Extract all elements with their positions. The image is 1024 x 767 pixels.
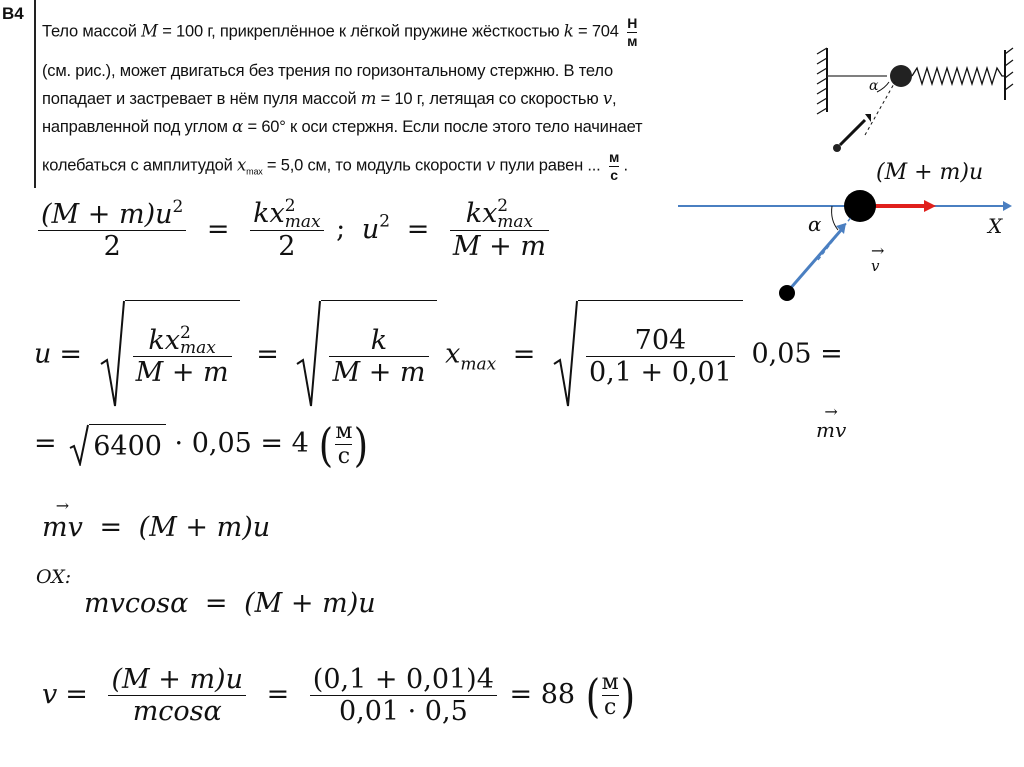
equation-final-v: v = $\frac{(M + m)u}{mcos\alpha}$ = $\frac{(0,1 + 0,01)4}{0,01 \cdot 0,5}$ = 88 ( м с ) xyxy=(42,664,635,728)
problem-line-3: попадает и застревает в нём пуля массой m = 10 г, летящая со скоростью v, xyxy=(42,89,617,108)
v-label-small: v → xyxy=(871,257,879,275)
mass-velocity-label: (M + m)u xyxy=(876,160,984,185)
unit-n-per-m: Н м xyxy=(627,15,638,49)
equation-energy: $\frac{(M + m)u^2}{2}$ = kx 2 max 2 ; $u^2$ = kx 2 max M + m xyxy=(34,198,553,262)
equation-result-u: = 6400 · 0,05 = 4 ( м с ) xyxy=(34,417,369,472)
alpha-label-small: α xyxy=(869,78,879,94)
problem-line-4: направленной под углом α = 60° к оси стержня. Если после этого тело начинает xyxy=(42,117,643,136)
equation-momentum: mv → = (M + m)u xyxy=(42,512,270,543)
equation-velocity-u: u = kx 2 max M + m = $\frac{k}{M + m}$ $x_{max}$ = $\frac{704}{0,1 + 0,01}$ 0,05 = xyxy=(34,300,843,410)
momentum-label: mv → xyxy=(816,418,846,442)
unit-m-per-s: м с xyxy=(608,149,620,183)
ox-projection-label: OX: xyxy=(36,566,72,588)
figure-collision-diagram xyxy=(668,160,1018,442)
problem-number: В4 xyxy=(2,4,24,23)
problem-divider xyxy=(34,0,36,188)
problem-line-1: Тело массой M = 100 г, прикреплённое к лёгкой пружине жёсткостью k = 704 Н м xyxy=(42,15,638,49)
equation-projection: mvcosα = (M + m)u xyxy=(84,588,376,619)
problem-line-2: (см. рис.), может двигаться без трения по горизонтальному стержню. В тело xyxy=(42,62,613,80)
problem-line-5: колебаться с амплитудой $x_{max} = 5,0$ см, то модуль скорости v пули равен ... м с . xyxy=(42,149,628,183)
axis-x-label: X xyxy=(988,214,1003,238)
alpha-label: α xyxy=(808,212,822,236)
